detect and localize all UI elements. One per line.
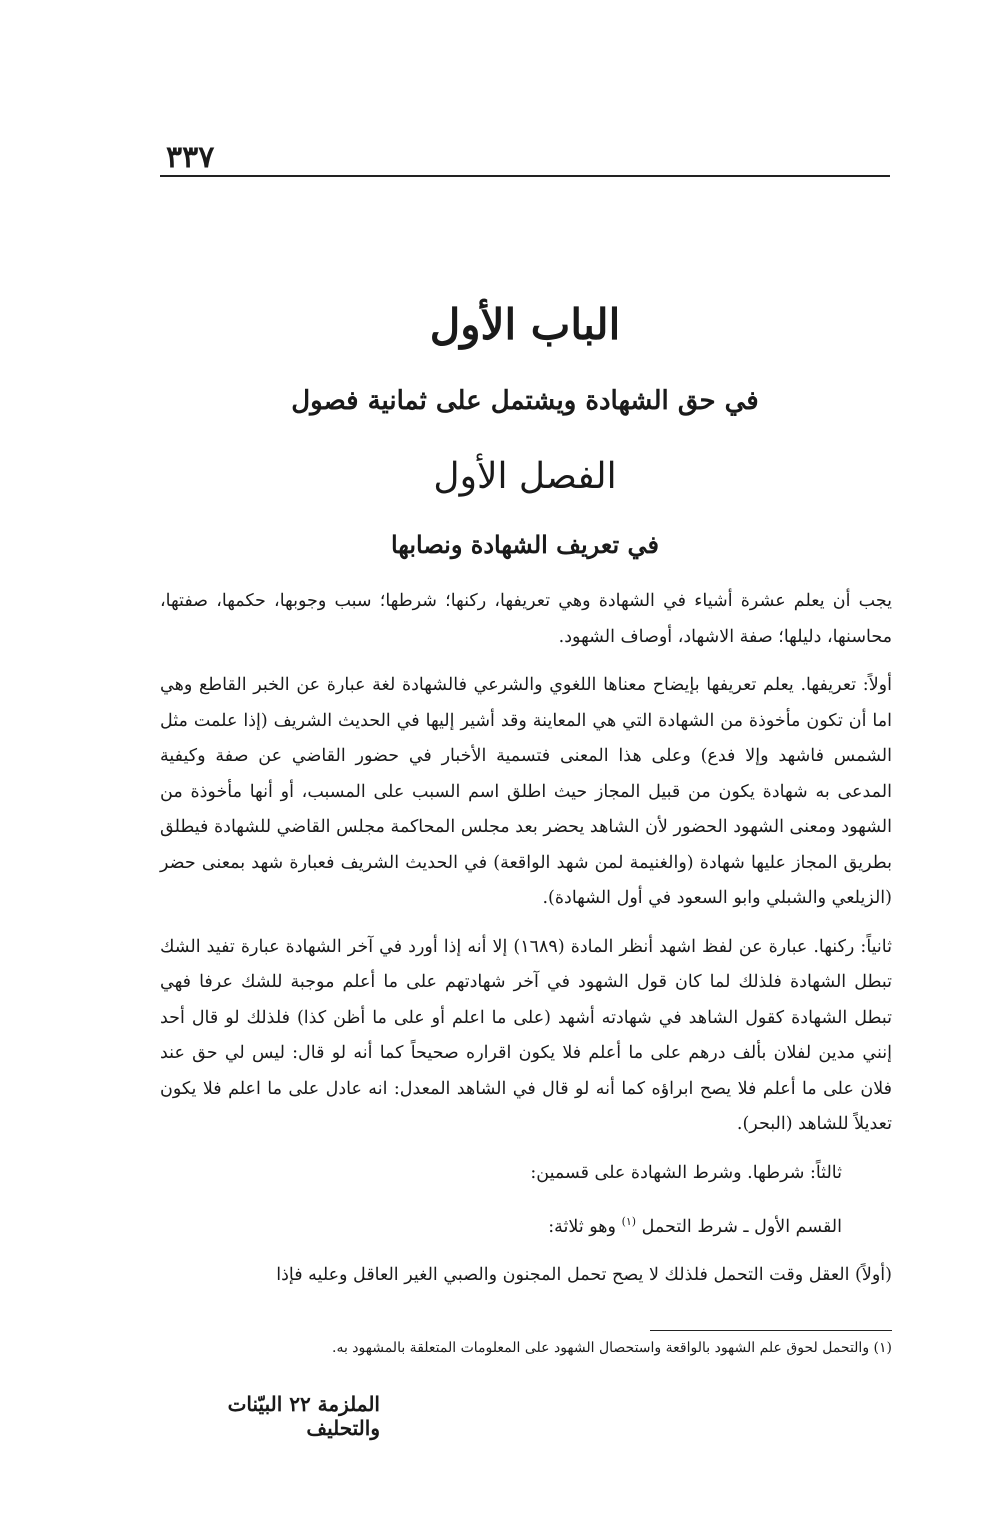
- signature: الملزمة ٢٢ البيّنات والتحليف: [227, 1392, 380, 1440]
- paragraph-definition: أولاً: تعريفها. يعلم تعريفها بإيضاح معناها اللغوي والشرعي فالشهادة لغة عبارة عن الخبر القاطع وهي اما أن تكون مأخوذة من الشهادة التي هي المعاينة وقد أشير إليها في الحديث الشريف (إذا علمت مثل الشمس فاشهد وإلا فدع) وعلى هذا المعنى فتسمية الأخبار في حضور القاضي عن صفة وكيفية المدعى به شهادة يكون من قبيل المجاز حيث اطلق اسم السبب على المسبب، أو أنها مأخوذة من الشهود ومعنى الشهود الحضور لأن الشاهد يحضر بعد مجلس المحاكمة مجلس القاضي للشهادة فيطلق بطريق المجاز عليها شهادة (والغنيمة لمن شهد الواقعة) في الحديث الشريف فعبارة شهد بمعنى حضر (الزيلعي والشبلي وابو السعود في أول الشهادة).: [160, 675, 892, 908]
- first-part-heading: القسم الأول ـ شرط التحمل: [641, 1216, 842, 1237]
- paragraph-condition: ثالثاً: شرطها. وشرط الشهادة على قسمين:: [530, 1162, 842, 1183]
- paragraph-intro: يجب أن يعلم عشرة أشياء في الشهادة وهي تعريفها، ركنها؛ شرطها؛ سبب وجوبها، حكمها، صفتها، محاسنها، دليلها؛ صفة الاشهاد، أوصاف الشهود.: [160, 591, 892, 647]
- page-number: ٣٣٧: [166, 140, 215, 175]
- first-part-tail: وهو ثلاثة:: [548, 1216, 616, 1237]
- footnote-marker: (١): [621, 1215, 637, 1228]
- paragraph-reason: (أولاً) العقل وقت التحمل فلذلك لا يصح تحمل المجنون والصبي الغير العاقل وعليه فإذا: [276, 1265, 892, 1286]
- section-title: الفصل الأول: [433, 456, 617, 497]
- footnote: (١) والتحمل لحوق علم الشهود بالواقعة واستحصال الشهود على المعلومات المتعلقة بالمشهود به.: [332, 1340, 892, 1356]
- paragraph-pillar: ثانياً: ركنها. عبارة عن لفظ اشهد أنظر المادة (١٦٨٩) إلا أنه إذا أورد في آخر الشهادة عبارة تفيد الشك تبطل الشهادة فلذلك لما كان قول الشهود في آخر شهادتهم على ما أعلم موجبة للشك عرفا فهي تبطل الشهادة كقول الشاهد في شهادته أشهد (على ما اعلم أو على ما أظن كذا) فلذلك لو قال أحد إنني مدين لفلان بألف درهم على ما أعلم فلا يكون اقراره صحيحاً كما أنه لو قال: ليس لي حق عند فلان على ما أعلم فلا يصح ابراؤه كما أنه لو قال في الشاهد المعدل: انه عادل على ما اعلم فلا يكون تعديلاً للشاهد (البحر).: [160, 936, 893, 1134]
- chapter-subtitle: في حق الشهادة ويشتمل على ثمانية فصول: [291, 386, 759, 416]
- body-text: [160, 584, 892, 1307]
- section-subtitle: في تعريف الشهادة ونصابها: [390, 530, 660, 559]
- footnote-rule: [650, 1330, 892, 1331]
- chapter-title: الباب الأول: [429, 300, 621, 349]
- header-rule: [160, 175, 890, 177]
- paragraph-first-part: [160, 1204, 892, 1245]
